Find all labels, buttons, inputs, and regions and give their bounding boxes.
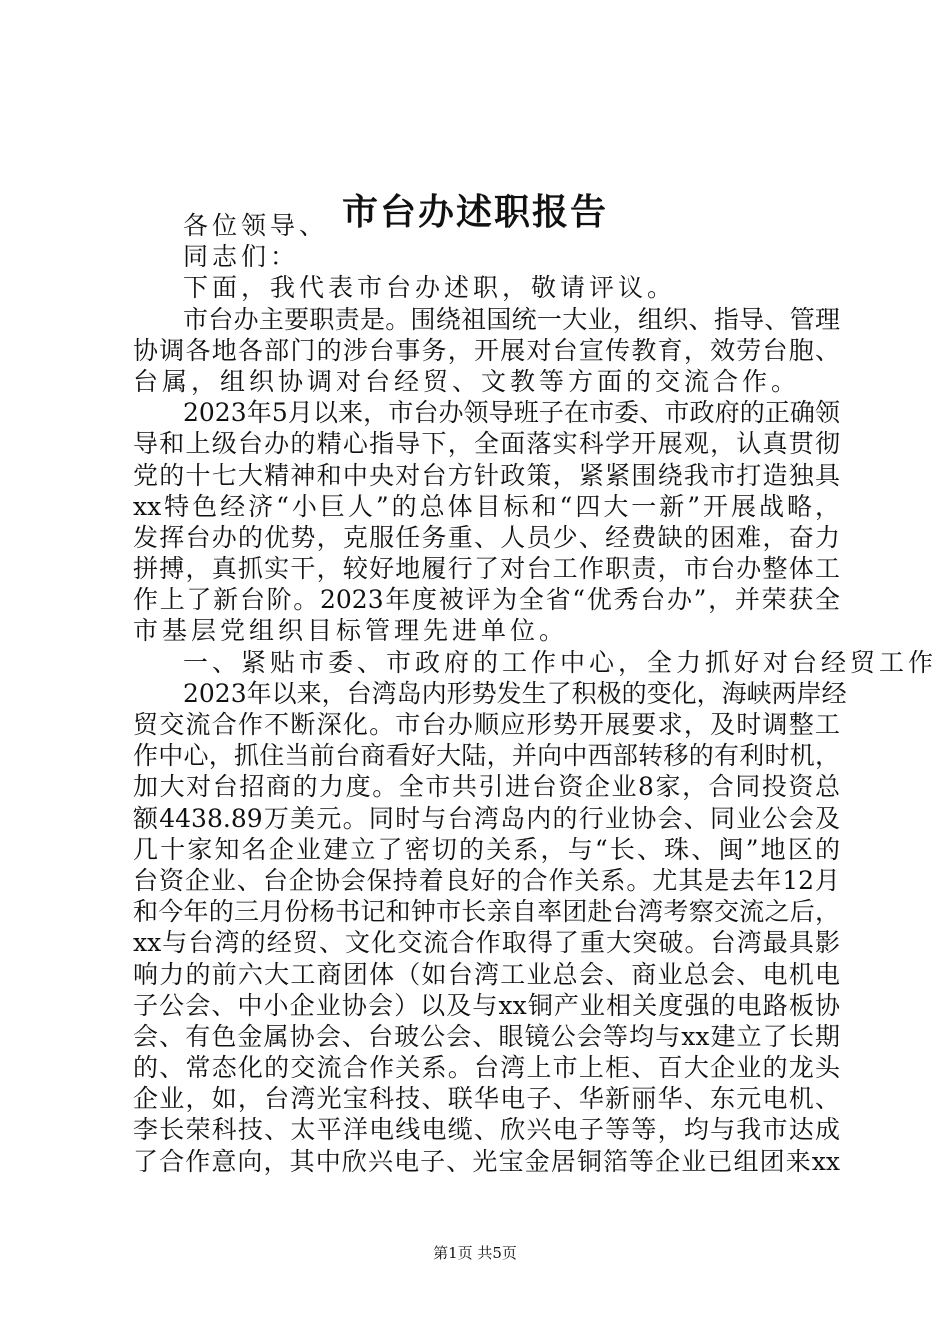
paragraph-line: 企业，如，台湾光宝科技、联华电子、华新丽华、东元电机、 <box>133 1084 840 1114</box>
page-footer: 第1页 共5页 <box>433 1244 517 1262</box>
paragraph-line: 各位领导、 <box>183 211 329 240</box>
paragraph-line: xx与台湾的经贸、文化交流合作取得了重大突破。台湾最具影 <box>133 928 840 958</box>
paragraph-line: 子公会、中小企业协会）以及与xx铜产业相关度强的电路板协 <box>133 990 840 1020</box>
paragraph-line: 额4438.89万美元。同时与台湾岛内的行业协会、同业公会及 <box>133 803 840 833</box>
paragraph-line: 2023年5月以来，市台办领导班子在市委、市政府的正确领 <box>183 398 840 428</box>
paragraph-line: 李长荣科技、太平洋电线电缆、欣兴电子等等，均与我市达成 <box>133 1115 840 1145</box>
paragraph-line: 党的十七大精神和中央对台方针政策，紧紧围绕我市打造独具 <box>133 460 840 490</box>
paragraph-line: 下面，我代表市台办述职，敬请评议。 <box>183 273 677 303</box>
paragraph-line: 导和上级台办的精心指导下，全面落实科学开展观，认真贯彻 <box>133 429 840 459</box>
paragraph-line: 几十家知名企业建立了密切的关系，与“长、珠、闽”地区的 <box>133 834 840 864</box>
paragraph-line: 市台办主要职责是。围绕祖国统一大业，组织、指导、管理 <box>183 304 840 334</box>
paragraph-line: xx特色经济“小巨人”的总体目标和“四大一新”开展战略， <box>133 491 840 521</box>
document-title: 市台办述职报告 <box>341 191 608 233</box>
paragraph-line: 发挥台办的优势，克服任务重、人员少、经费缺的困难，奋力 <box>133 522 840 552</box>
paragraph-line: 会、有色金属协会、台玻公会、眼镜公会等均与xx建立了长期 <box>133 1021 840 1051</box>
paragraph-line: 作上了新台阶。2023年度被评为全省“优秀台办”，并荣获全 <box>133 585 840 615</box>
paragraph-line: 2023年以来，台湾岛内形势发生了积极的变化，海峡两岸经 <box>183 678 847 708</box>
paragraph-line: 拼搏，真抓实干，较好地履行了对台工作职责，市台办整体工 <box>133 554 840 584</box>
paragraph-line: 协调各地各部门的涉台事务，开展对台宣传教育，效劳台胞、 <box>133 335 840 365</box>
paragraph-line: 台资企业、台企协会保持着良好的合作关系。尤其是去年12月 <box>133 865 840 895</box>
paragraph-line: 市基层党组织目标管理先进单位。 <box>133 616 569 646</box>
paragraph-line: 响力的前六大工商团体（如台湾工业总会、商业总会、电机电 <box>133 959 840 989</box>
paragraph-line: 了合作意向，其中欣兴电子、光宝金居铜箔等企业已组团来xx <box>133 1146 840 1176</box>
paragraph-line: 贸交流合作不断深化。市台办顺应形势开展要求，及时调整工 <box>133 710 840 739</box>
paragraph-line: 一、紧贴市委、市政府的工作中心，全力抓好对台经贸工作 <box>183 647 938 677</box>
paragraph-line: 加大对台招商的力度。全市共引进台资企业8家，合同投资总 <box>133 772 840 802</box>
paragraph-line: 的、常态化的交流合作关系。台湾上市上柜、百大企业的龙头 <box>133 1053 840 1083</box>
document-body <box>133 210 938 1177</box>
paragraph-line: 台属，组织协调对台经贸、文教等方面的交流合作。 <box>133 366 801 396</box>
paragraph-line: 作中心，抓住当前台商看好大陆，并向中西部转移的有利时机， <box>133 741 840 771</box>
paragraph-line: 和今年的三月份杨书记和钟市长亲自率团赴台湾考察交流之后， <box>133 897 840 927</box>
paragraph-line: 同志们： <box>183 242 300 272</box>
